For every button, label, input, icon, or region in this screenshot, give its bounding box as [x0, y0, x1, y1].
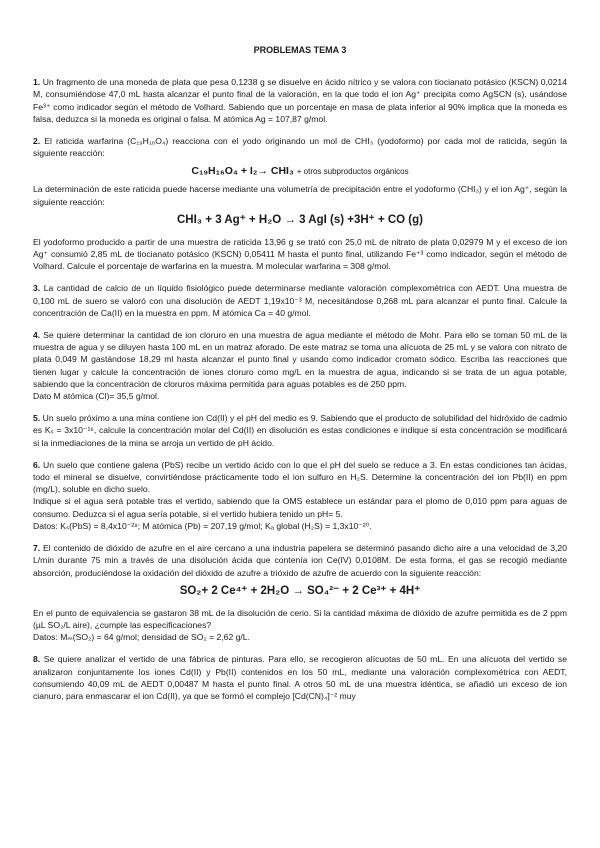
equation-sulfur: SO₂+ 2 Ce⁴⁺ + 2H₂O → SO₄²⁻ + 2 Ce³⁺ + 4H⁺ [179, 584, 421, 597]
problem-1 [33, 76, 567, 125]
problem-3 [33, 282, 567, 319]
problem-text: El raticida warfarina (C₁₉H₁₆O₄) reacciona con el yodo originando un mol de CHI₃ (yodoformo) por cada mol de raticida, según la siguiente reacción: [33, 136, 567, 159]
problem-text: Un fragmento de una moneda de plata que pesa 0,1238 g se disuelve en ácido nítrico y se valora con tiocianato potásico (KSCN) 0,0214 M, consumiéndose 47,0 mL hasta alcanzar el punto final de la valoración, en la que todo el ion Ag⁺ precipita como AgSCN (s), usándose Fe³⁺ como indicador según el método de Volhard. Sabiendo que un porcentaje en masa de plata inferior al 90% implica que la moneda es falsa, deduzca si la moneda es original o falsa. M atómica Ag = 107,87 g/mol. [33, 77, 567, 124]
problem-text: En el punto de equivalencia se gastaron 38 mL de la disolución de cerio. Si la cantidad máxima de dióxido de azufre permitida es de 2 ppm (µL SO₂/L aire), ¿cumple las especificaciones? [33, 607, 567, 630]
problem-6 [33, 459, 567, 532]
problem-text: Se quiere determinar la cantidad de ion cloruro en una muestra de agua mediante el método de Mohr. Para ello se toman 50 mL de la muestra de agua y se diluyen hasta 100 mL en un matraz aforado. De este matraz se toma una alícuota de 25 mL y se valora con nitrato de plata 0,049 M gastándose 18,29 ml hasta alcanzar el punto final y usando como indicador cromato sódico. Escriba las reacciones que tienen lugar y calcule la concentración de iones cloruro como mg/L en la muestra de agua, indicando si se trata de un agua potable, sabiendo que la concentración de cloruros máxima permitida para aguas potables es de 250 ppm. [33, 330, 567, 389]
problem-5 [33, 412, 567, 449]
problem-number: 1. [33, 77, 41, 88]
equation-warfarina [33, 164, 567, 179]
problem-4 [33, 329, 567, 402]
problem-8 [33, 653, 567, 702]
problem-data: Dato M atómica (Cl)= 35,5 g/mol. [33, 391, 160, 402]
equation-tail: + otros subproductos orgánicos [296, 167, 409, 177]
problem-number: 7. [33, 543, 41, 554]
problem-text: El contenido de dióxido de azufre en el aire cercano a una industria papelera se determinó pasando dicho aire a una velocidad de 3,20 L/min durante 75 min a través de una disolución ácida que contenía ion Ce(IV) 0,0108M. De esta forma, el gas se recogió mediante absorción, produciéndose la oxidación del dióxido de azufre a trióxido de azufre de acuerdo con la siguiente reacción: [33, 543, 567, 578]
problem-data: Datos: Kₛ(PbS) = 8,4x10⁻²⁸; M atómica (Pb) = 207,19 g/mol; Kₐ global (H₂S) = 1,3x10⁻²⁰. [33, 520, 372, 531]
equation-yodoformo: CHI₃ + 3 Ag⁺ + H₂O → 3 AgI (s) +3H⁺ + CO (g) [176, 213, 423, 226]
problem-text: La determinación de este raticida puede hacerse mediante una volumetría de precipitación entre el yodoformo (CHI₃) y el ion Ag⁺, según la siguiente reacción: [33, 184, 567, 207]
problem-text: La cantidad de calcio de un líquido fisiológico puede determinarse mediante valoración complexométrica con AEDT. Una muestra de 0,100 mL de suero se valoró con una disolución de AEDT 1,19x10⁻³ M, necesitándose 0,268 mL para alcanzar el punto final. Calcule la concentración de Ca(II) en la muestra en ppm. M atómica Ca = 40 g/mol. [33, 283, 567, 318]
problem-7 [33, 542, 567, 643]
equation-body: C₁₉H₁₆O₄ + I₂→ CHI₃ [191, 165, 294, 178]
problem-data: Datos: Mₘ(SO₂) = 64 g/mol; densidad de SO₂ = 2,62 g/L. [33, 632, 250, 643]
problem-number: 5. [33, 413, 41, 424]
problem-2 [33, 135, 567, 272]
page-title: PROBLEMAS TEMA 3 [253, 45, 347, 55]
problem-text: Un suelo próximo a una mina contiene ion Cd(II) y el pH del medio es 9. Sabiendo que el producto de solubilidad del hidróxido de cadmio es Kₛ = 3x10⁻¹⁶, calcule la concentración molar del Cd(II) en disolución es estas condiciones e indique si esta concentración se modificará si la inmediaciones de la mina se arroja un vertido de pH ácido. [33, 413, 568, 448]
problem-number: 8. [33, 654, 41, 665]
problem-text: Un suelo que contiene galena (PbS) recibe un vertido ácido con lo que el pH del suelo se reduce a 3. En estas condiciones tan ácidas, todo el mineral se disuelve, convirtiéndose prácticamente todo el ion sulfuro en H₂S. Determine la concentración del ion Pb(II) en ppm (mg/L), soluble en dicho suelo. [33, 459, 567, 495]
problem-text: El yodoformo producido a partir de una muestra de raticida 13,96 g se trató con 25,0 mL de nitrato de plata 0,02979 M y el exceso de ion Ag⁺ consumió 2,85 mL de tiocianato potásico (KSCN) 0,05411 M hasta el punto final, utilizando Fe⁺³ como indicador, según el método de Volhard. Calcule el porcentaje de warfarina en la muestra. M molecular warfarina = 308 g/mol. [33, 236, 567, 272]
problem-number: 6. [33, 459, 41, 470]
problem-text: Indique si el agua será potable tras el vertido, sabiendo que la OMS establece un estándar para el plomo de 0,010 ppm para aguas de consumo. Deduzca si el agua sería potable, si el vertido hubiera tenido un pH= 5. [33, 496, 567, 519]
problem-number: 4. [33, 330, 41, 341]
problem-text: Se quiere analizar el vertido de una fábrica de pinturas. Para ello, se recogieron alícuotas de 50 mL. En una alícuota del vertido se analizaron conjuntamente los iones Cd(II) y Pb(II) contenidos en los 50 mL, mediante una valoración complexométrica con AEDT, consumiendo 40,09 mL de AEDT 0,00487 M hasta el punto final. A otros 50 mL de una muestra idéntica, se añadió un exceso de ion cianuro, para enmascarar el ion Cd(II), ya que se formó el complejo [Cd(CN)₄]⁻² muy [33, 654, 567, 701]
problem-number: 3. [33, 283, 41, 294]
problem-number: 2. [33, 136, 41, 147]
